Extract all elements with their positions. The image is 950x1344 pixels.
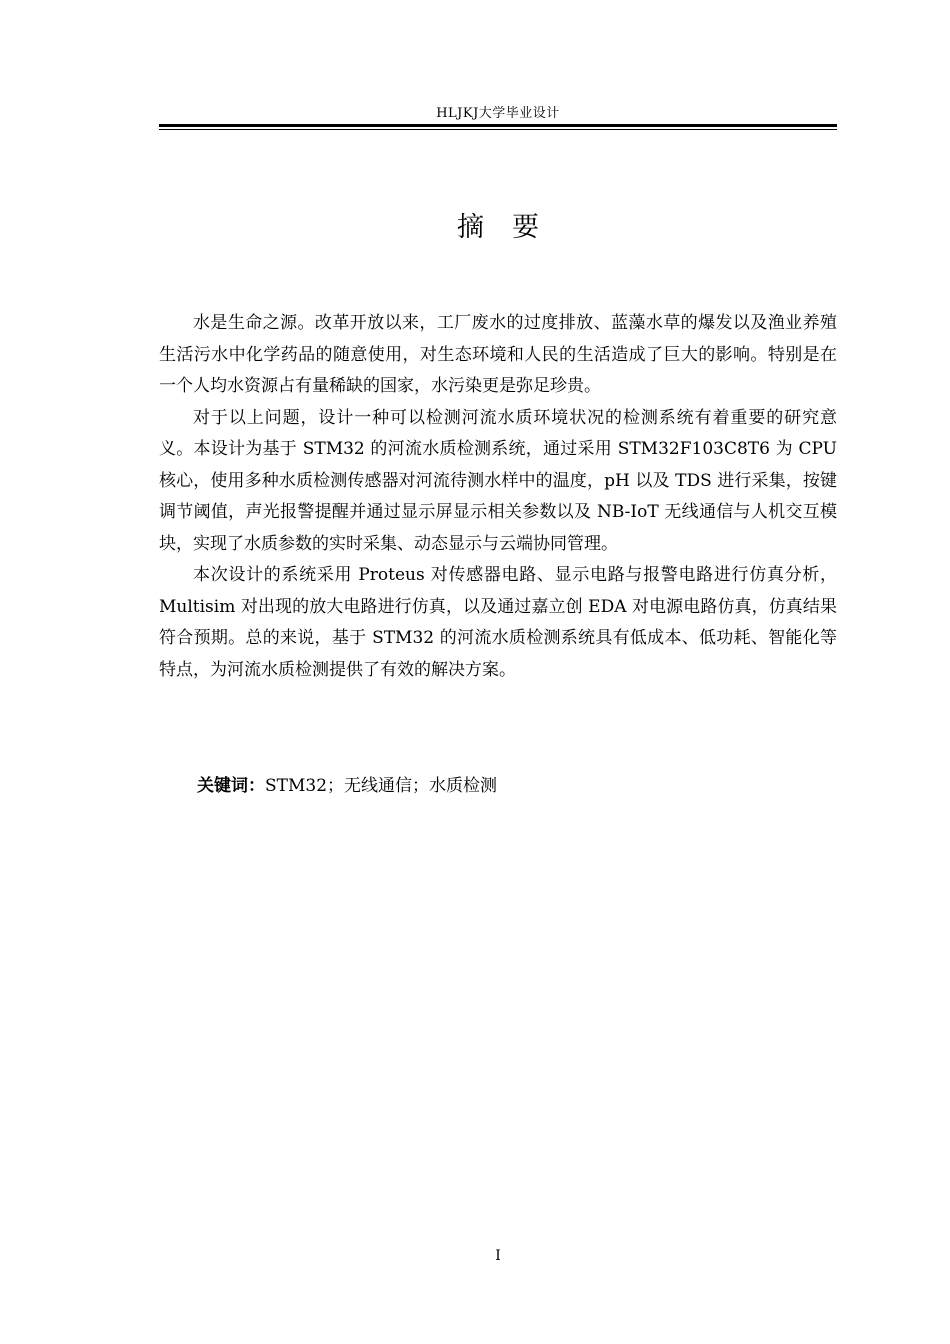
header-rule-thin bbox=[159, 129, 837, 130]
keywords-line bbox=[197, 771, 837, 801]
page-number: I bbox=[495, 1248, 501, 1264]
keywords-values: STM32；无线通信；水质检测 bbox=[265, 776, 498, 796]
abstract-paragraph-1: 水是生命之源。改革开放以来，工厂废水的过度排放、蓝藻水草的爆发以及渔业养殖生活污水中化学药品的随意使用，对生态环境和人民的生活造成了巨大的影响。特别是在一个人均水资源占有量稀缺的国家，水污染更是弥足珍贵。 bbox=[159, 313, 837, 396]
running-header: HLJKJ大学毕业设计 bbox=[436, 106, 560, 121]
abstract-body bbox=[159, 308, 837, 686]
abstract-title: 摘要 bbox=[457, 212, 567, 243]
keywords-label: 关键词： bbox=[197, 776, 265, 796]
header-rule bbox=[159, 124, 837, 132]
abstract-paragraph-2: 对于以上问题，设计一种可以检测河流水质环境状况的检测系统有着重要的研究意义。本设计为基于 STM32 的河流水质检测系统，通过采用 STM32F103C8T6 为 CPU 核心，使用多种水质检测传感器对河流待测水样中的温度，pH 以及 TDS 进行采集，按键调节阈值，声光报警提醒并通过显示屏显示相关参数以及 NB-IoT 无线通信与人机交互模块，实现了水质参数的实时采集、动态显示与云端协同管理。 bbox=[159, 407, 837, 554]
abstract-paragraph-3: 本次设计的系统采用 Proteus 对传感器电路、显示电路与报警电路进行仿真分析，Multisim 对出现的放大电路进行仿真，以及通过嘉立创 EDA 对电源电路仿真，仿真结果符合预期。总的来说，基于 STM32 的河流水质检测系统具有低成本、低功耗、智能化等特点，为河流水质检测提供了有效的解决方案。 bbox=[159, 565, 837, 680]
header-rule-thick bbox=[159, 124, 837, 127]
